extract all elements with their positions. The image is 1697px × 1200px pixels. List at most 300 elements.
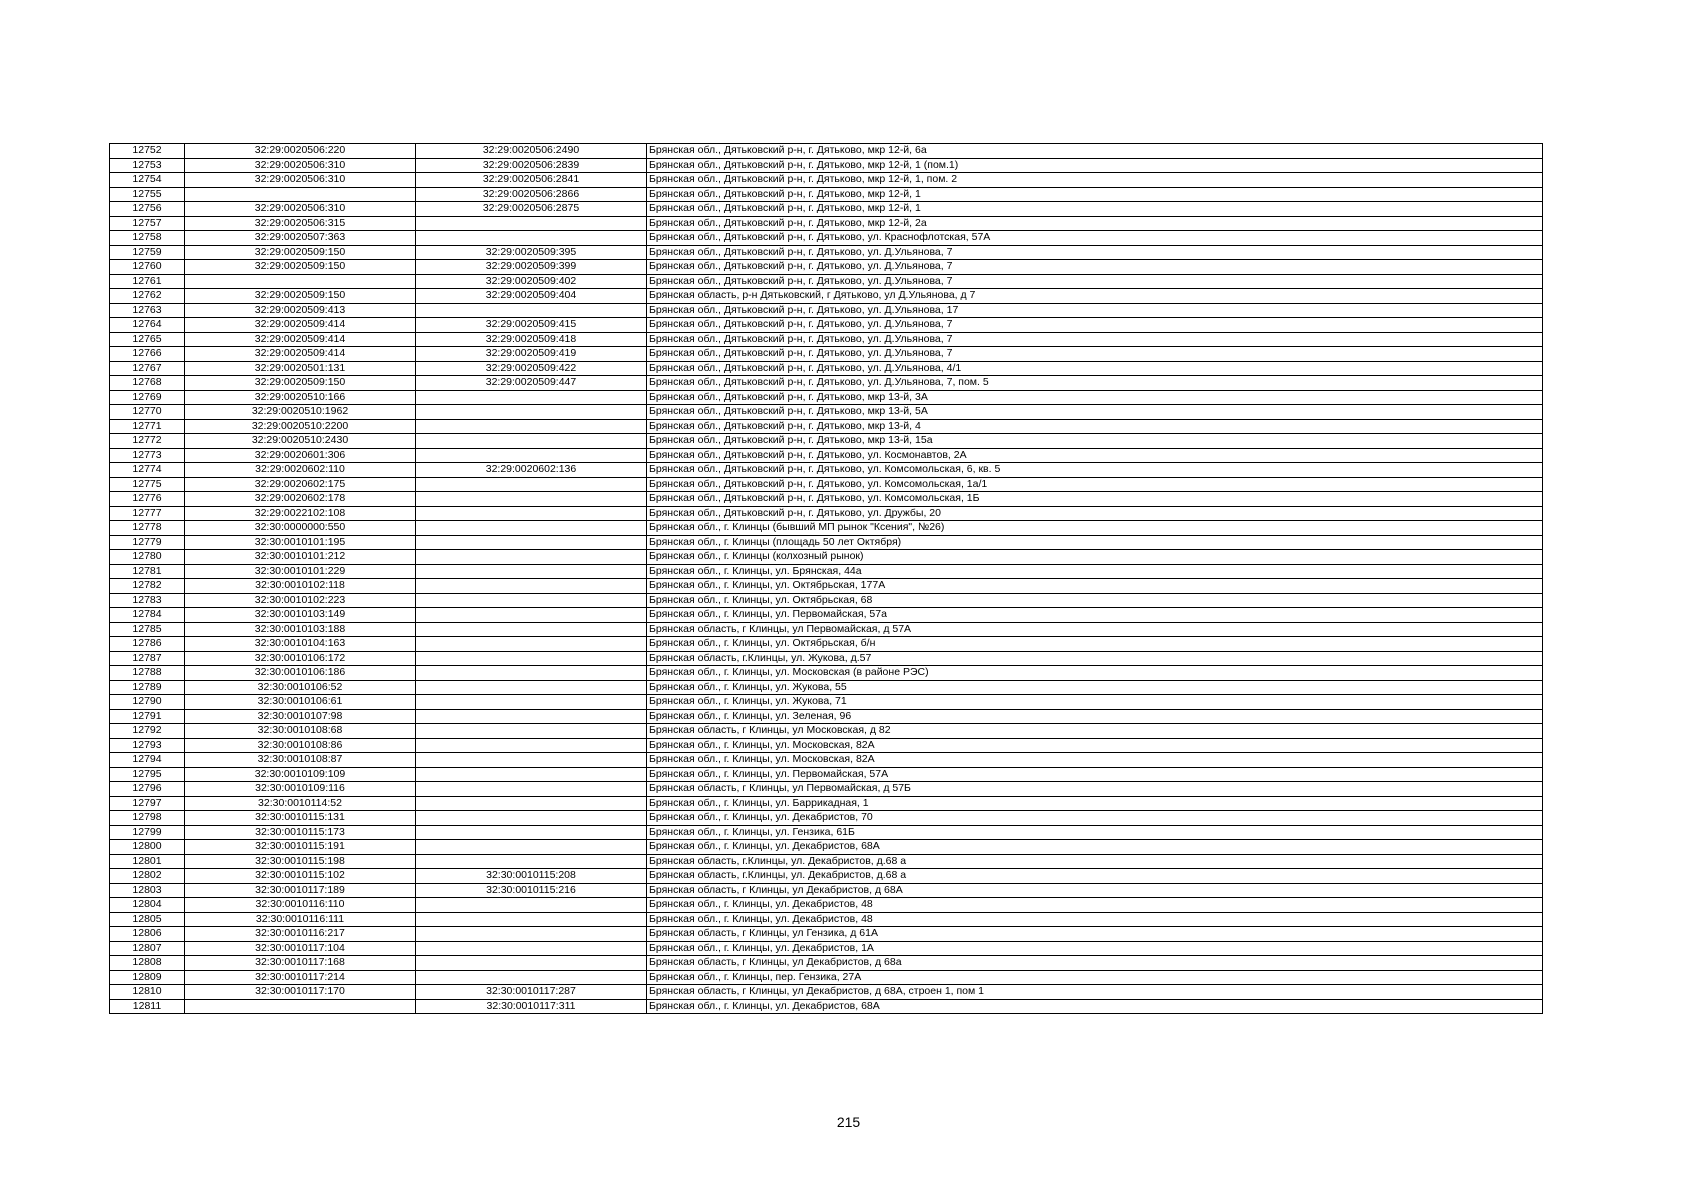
address-cell: Брянская обл., г. Клинцы, ул. Брянская, 44а xyxy=(647,564,1543,579)
row-number-cell: 12761 xyxy=(110,274,185,289)
object-cadastral-number-cell xyxy=(416,405,647,420)
object-cadastral-number-cell: 32:29:0020509:419 xyxy=(416,347,647,362)
row-number-cell: 12799 xyxy=(110,825,185,840)
table-row xyxy=(110,666,1543,681)
cadastral-number-cell: 32:30:0010115:102 xyxy=(185,869,416,884)
address-cell: Брянская область, г.Клинцы, ул. Декабристов, д.68 а xyxy=(647,869,1543,884)
object-cadastral-number-cell xyxy=(416,854,647,869)
row-number-cell: 12802 xyxy=(110,869,185,884)
row-number-cell: 12808 xyxy=(110,956,185,971)
row-number-cell: 12811 xyxy=(110,999,185,1014)
row-number-cell: 12809 xyxy=(110,970,185,985)
address-cell: Брянская обл., Дятьковский р-н, г. Дятьково, ул. Комсомольская, 6, кв. 5 xyxy=(647,463,1543,478)
cadastral-number-cell: 32:29:0020506:310 xyxy=(185,158,416,173)
cadastral-number-cell: 32:29:0020510:2430 xyxy=(185,434,416,449)
object-cadastral-number-cell xyxy=(416,390,647,405)
object-cadastral-number-cell xyxy=(416,927,647,942)
address-cell: Брянская обл., Дятьковский р-н, г. Дятьково, ул. Д.Ульянова, 17 xyxy=(647,303,1543,318)
table-row xyxy=(110,680,1543,695)
object-cadastral-number-cell: 32:29:0020509:395 xyxy=(416,245,647,260)
address-cell: Брянская область, г Клинцы, ул Декабристов, д 68А, строен 1, пом 1 xyxy=(647,985,1543,1000)
object-cadastral-number-cell xyxy=(416,231,647,246)
object-cadastral-number-cell: 32:29:0020506:2875 xyxy=(416,202,647,217)
object-cadastral-number-cell: 32:29:0020509:404 xyxy=(416,289,647,304)
address-cell: Брянская обл., Дятьковский р-н, г. Дятьково, мкр 12-й, 1, пом. 2 xyxy=(647,173,1543,188)
object-cadastral-number-cell xyxy=(416,956,647,971)
address-cell: Брянская область, г Клинцы, ул Первомайская, д 57А xyxy=(647,622,1543,637)
address-cell: Брянская обл., Дятьковский р-н, г. Дятьково, мкр 13-й, 5А xyxy=(647,405,1543,420)
row-number-cell: 12806 xyxy=(110,927,185,942)
row-number-cell: 12769 xyxy=(110,390,185,405)
cadastral-number-cell: 32:30:0010114:52 xyxy=(185,796,416,811)
address-cell: Брянская обл., Дятьковский р-н, г. Дятьково, ул. Космонавтов, 2А xyxy=(647,448,1543,463)
address-cell: Брянская обл., г. Клинцы (колхозный рынок) xyxy=(647,550,1543,565)
table-row xyxy=(110,361,1543,376)
object-cadastral-number-cell: 32:29:0020509:402 xyxy=(416,274,647,289)
table-row xyxy=(110,753,1543,768)
table-row xyxy=(110,550,1543,565)
table-row xyxy=(110,782,1543,797)
row-number-cell: 12780 xyxy=(110,550,185,565)
row-number-cell: 12788 xyxy=(110,666,185,681)
row-number-cell: 12785 xyxy=(110,622,185,637)
object-cadastral-number-cell xyxy=(416,709,647,724)
address-cell: Брянская обл., Дятьковский р-н, г. Дятьково, ул. Комсомольская, 1Б xyxy=(647,492,1543,507)
object-cadastral-number-cell: 32:29:0020509:415 xyxy=(416,318,647,333)
cadastral-number-cell: 32:30:0010103:149 xyxy=(185,608,416,623)
cadastral-number-cell: 32:29:0020510:166 xyxy=(185,390,416,405)
object-cadastral-number-cell xyxy=(416,970,647,985)
object-cadastral-number-cell xyxy=(416,753,647,768)
address-cell: Брянская область, г Клинцы, ул Московская, д 82 xyxy=(647,724,1543,739)
address-cell: Брянская обл., г. Клинцы, ул. Октябрьская, б/н xyxy=(647,637,1543,652)
page-number: 215 xyxy=(836,1114,861,1130)
table-row xyxy=(110,318,1543,333)
cadastral-number-cell: 32:30:0010117:104 xyxy=(185,941,416,956)
table-row xyxy=(110,419,1543,434)
row-number-cell: 12752 xyxy=(110,144,185,159)
table-row xyxy=(110,593,1543,608)
row-number-cell: 12798 xyxy=(110,811,185,826)
address-cell: Брянская обл., Дятьковский р-н, г. Дятьково, ул. Д.Ульянова, 7 xyxy=(647,245,1543,260)
object-cadastral-number-cell xyxy=(416,506,647,521)
address-cell: Брянская обл., г. Клинцы, ул. Московская, 82А xyxy=(647,738,1543,753)
table-row xyxy=(110,898,1543,913)
object-cadastral-number-cell xyxy=(416,796,647,811)
address-cell: Брянская обл., Дятьковский р-н, г. Дятьково, мкр 13-й, 15а xyxy=(647,434,1543,449)
table-row xyxy=(110,390,1543,405)
row-number-cell: 12771 xyxy=(110,419,185,434)
cadastral-number-cell: 32:29:0022102:108 xyxy=(185,506,416,521)
table-row xyxy=(110,941,1543,956)
object-cadastral-number-cell xyxy=(416,550,647,565)
object-cadastral-number-cell xyxy=(416,448,647,463)
row-number-cell: 12791 xyxy=(110,709,185,724)
row-number-cell: 12810 xyxy=(110,985,185,1000)
table-row xyxy=(110,579,1543,594)
object-cadastral-number-cell xyxy=(416,666,647,681)
object-cadastral-number-cell: 32:29:0020509:399 xyxy=(416,260,647,275)
table-row xyxy=(110,405,1543,420)
address-cell: Брянская область, г.Клинцы, ул. Декабристов, д.68 а xyxy=(647,854,1543,869)
address-cell: Брянская обл., г. Клинцы, ул. Декабристов, 48 xyxy=(647,898,1543,913)
object-cadastral-number-cell xyxy=(416,216,647,231)
cadastral-number-cell xyxy=(185,187,416,202)
cadastral-number-cell: 32:30:0010108:86 xyxy=(185,738,416,753)
row-number-cell: 12787 xyxy=(110,651,185,666)
table-row xyxy=(110,999,1543,1014)
table-row xyxy=(110,709,1543,724)
object-cadastral-number-cell: 32:29:0020509:418 xyxy=(416,332,647,347)
cadastral-number-cell: 32:29:0020509:150 xyxy=(185,260,416,275)
row-number-cell: 12765 xyxy=(110,332,185,347)
table-row xyxy=(110,521,1543,536)
address-cell: Брянская обл., г. Клинцы, ул. Декабристов, 48 xyxy=(647,912,1543,927)
address-cell: Брянская обл., г. Клинцы, пер. Гензика, 27А xyxy=(647,970,1543,985)
cadastral-number-cell: 32:30:0010117:170 xyxy=(185,985,416,1000)
address-cell: Брянская область, р-н Дятьковский, г Дятьково, ул Д.Ульянова, д 7 xyxy=(647,289,1543,304)
table-row xyxy=(110,854,1543,869)
table-row xyxy=(110,347,1543,362)
row-number-cell: 12784 xyxy=(110,608,185,623)
address-cell: Брянская обл., г. Клинцы, ул. Октябрьская, 68 xyxy=(647,593,1543,608)
table-row xyxy=(110,956,1543,971)
cadastral-number-cell: 32:30:0010103:188 xyxy=(185,622,416,637)
cadastral-number-cell: 32:29:0020509:414 xyxy=(185,318,416,333)
row-number-cell: 12767 xyxy=(110,361,185,376)
object-cadastral-number-cell: 32:29:0020506:2841 xyxy=(416,173,647,188)
object-cadastral-number-cell: 32:29:0020506:2490 xyxy=(416,144,647,159)
table-row xyxy=(110,332,1543,347)
address-cell: Брянская обл., г. Клинцы, ул. Первомайская, 57а xyxy=(647,608,1543,623)
cadastral-number-cell xyxy=(185,274,416,289)
object-cadastral-number-cell xyxy=(416,622,647,637)
table-row xyxy=(110,738,1543,753)
row-number-cell: 12777 xyxy=(110,506,185,521)
table-row xyxy=(110,535,1543,550)
object-cadastral-number-cell: 32:29:0020602:136 xyxy=(416,463,647,478)
address-cell: Брянская область, г.Клинцы, ул. Жукова, д.57 xyxy=(647,651,1543,666)
cadastral-number-cell: 32:29:0020510:2200 xyxy=(185,419,416,434)
table-row xyxy=(110,637,1543,652)
row-number-cell: 12804 xyxy=(110,898,185,913)
object-cadastral-number-cell xyxy=(416,564,647,579)
cadastral-number-cell: 32:30:0010115:173 xyxy=(185,825,416,840)
cadastral-number-cell: 32:30:0010102:223 xyxy=(185,593,416,608)
object-cadastral-number-cell xyxy=(416,898,647,913)
row-number-cell: 12782 xyxy=(110,579,185,594)
row-number-cell: 12757 xyxy=(110,216,185,231)
row-number-cell: 12803 xyxy=(110,883,185,898)
row-number-cell: 12774 xyxy=(110,463,185,478)
table-row xyxy=(110,202,1543,217)
address-cell: Брянская обл., Дятьковский р-н, г. Дятьково, ул. Дружбы, 20 xyxy=(647,506,1543,521)
address-cell: Брянская обл., Дятьковский р-н, г. Дятьково, ул. Д.Ульянова, 7 xyxy=(647,260,1543,275)
address-cell: Брянская обл., г. Клинцы, ул. Московская, 82А xyxy=(647,753,1543,768)
object-cadastral-number-cell xyxy=(416,724,647,739)
table-row xyxy=(110,970,1543,985)
row-number-cell: 12779 xyxy=(110,535,185,550)
address-cell: Брянская обл., г. Клинцы (площадь 50 лет Октября) xyxy=(647,535,1543,550)
table-row xyxy=(110,289,1543,304)
row-number-cell: 12768 xyxy=(110,376,185,391)
table-row xyxy=(110,869,1543,884)
row-number-cell: 12807 xyxy=(110,941,185,956)
cadastral-number-cell: 32:29:0020509:414 xyxy=(185,347,416,362)
table-row xyxy=(110,825,1543,840)
address-cell: Брянская обл., г. Клинцы, ул. Октябрьская, 177А xyxy=(647,579,1543,594)
cadastral-number-cell: 32:29:0020602:178 xyxy=(185,492,416,507)
object-cadastral-number-cell xyxy=(416,535,647,550)
table-row xyxy=(110,985,1543,1000)
row-number-cell: 12770 xyxy=(110,405,185,420)
address-cell: Брянская обл., г. Клинцы, ул. Декабристов, 68А xyxy=(647,999,1543,1014)
row-number-cell: 12781 xyxy=(110,564,185,579)
cadastral-number-cell: 32:30:0010109:109 xyxy=(185,767,416,782)
address-cell: Брянская область, г Клинцы, ул Первомайская, д 57Б xyxy=(647,782,1543,797)
table-row xyxy=(110,245,1543,260)
row-number-cell: 12792 xyxy=(110,724,185,739)
table-row xyxy=(110,927,1543,942)
table-row xyxy=(110,564,1543,579)
cadastral-number-cell: 32:29:0020506:310 xyxy=(185,173,416,188)
object-cadastral-number-cell xyxy=(416,419,647,434)
table-row xyxy=(110,434,1543,449)
row-number-cell: 12763 xyxy=(110,303,185,318)
address-cell: Брянская обл., Дятьковский р-н, г. Дятьково, мкр 12-й, 2а xyxy=(647,216,1543,231)
address-cell: Брянская обл., Дятьковский р-н, г. Дятьково, мкр 13-й, 4 xyxy=(647,419,1543,434)
row-number-cell: 12778 xyxy=(110,521,185,536)
table-row xyxy=(110,912,1543,927)
cadastral-number-cell: 32:29:0020501:131 xyxy=(185,361,416,376)
object-cadastral-number-cell xyxy=(416,434,647,449)
table-row xyxy=(110,187,1543,202)
table-row xyxy=(110,492,1543,507)
cadastral-number-cell: 32:30:0010117:168 xyxy=(185,956,416,971)
object-cadastral-number-cell xyxy=(416,695,647,710)
table-row xyxy=(110,303,1543,318)
table-row xyxy=(110,695,1543,710)
table-row xyxy=(110,767,1543,782)
address-cell: Брянская обл., г. Клинцы, ул. Баррикадная, 1 xyxy=(647,796,1543,811)
address-cell: Брянская обл., г. Клинцы, ул. Зеленая, 96 xyxy=(647,709,1543,724)
cadastral-number-cell: 32:30:0010106:52 xyxy=(185,680,416,695)
cadastral-number-cell: 32:30:0010104:163 xyxy=(185,637,416,652)
row-number-cell: 12783 xyxy=(110,593,185,608)
cadastral-number-cell: 32:29:0020506:315 xyxy=(185,216,416,231)
address-cell: Брянская обл., г. Клинцы, ул. Московская (в районе РЭС) xyxy=(647,666,1543,681)
address-cell: Брянская обл., г. Клинцы, ул. Жукова, 55 xyxy=(647,680,1543,695)
register-table-body xyxy=(110,144,1543,1014)
cadastral-number-cell: 32:30:0010101:195 xyxy=(185,535,416,550)
table-row xyxy=(110,158,1543,173)
row-number-cell: 12790 xyxy=(110,695,185,710)
object-cadastral-number-cell xyxy=(416,651,647,666)
cadastral-number-cell: 32:30:0010108:87 xyxy=(185,753,416,768)
table-row xyxy=(110,477,1543,492)
address-cell: Брянская область, г Клинцы, ул Декабристов, д 68а xyxy=(647,956,1543,971)
cadastral-number-cell: 32:29:0020506:310 xyxy=(185,202,416,217)
row-number-cell: 12796 xyxy=(110,782,185,797)
address-cell: Брянская обл., г. Клинцы, ул. Первомайская, 57А xyxy=(647,767,1543,782)
address-cell: Брянская обл., Дятьковский р-н, г. Дятьково, мкр 13-й, 3А xyxy=(647,390,1543,405)
cadastral-number-cell: 32:29:0020509:150 xyxy=(185,376,416,391)
row-number-cell: 12795 xyxy=(110,767,185,782)
cadastral-number-cell: 32:30:0010108:68 xyxy=(185,724,416,739)
object-cadastral-number-cell xyxy=(416,608,647,623)
row-number-cell: 12758 xyxy=(110,231,185,246)
register-table xyxy=(109,143,1543,1014)
row-number-cell: 12786 xyxy=(110,637,185,652)
cadastral-number-cell: 32:30:0000000:550 xyxy=(185,521,416,536)
address-cell: Брянская обл., г. Клинцы, ул. Декабристов, 70 xyxy=(647,811,1543,826)
table-row xyxy=(110,216,1543,231)
cadastral-number-cell: 32:29:0020509:414 xyxy=(185,332,416,347)
row-number-cell: 12754 xyxy=(110,173,185,188)
address-cell: Брянская обл., г. Клинцы, ул. Гензика, 61Б xyxy=(647,825,1543,840)
table-row xyxy=(110,274,1543,289)
table-row xyxy=(110,231,1543,246)
address-cell: Брянская обл., г. Клинцы (бывший МП рынок "Ксения", №26) xyxy=(647,521,1543,536)
object-cadastral-number-cell xyxy=(416,492,647,507)
cadastral-number-cell: 32:30:0010115:198 xyxy=(185,854,416,869)
address-cell: Брянская обл., г. Клинцы, ул. Жукова, 71 xyxy=(647,695,1543,710)
table-row xyxy=(110,260,1543,275)
row-number-cell: 12773 xyxy=(110,448,185,463)
address-cell: Брянская область, г Клинцы, ул Декабристов, д 68А xyxy=(647,883,1543,898)
address-cell: Брянская обл., Дятьковский р-н, г. Дятьково, мкр 12-й, 1 xyxy=(647,202,1543,217)
table-row xyxy=(110,448,1543,463)
table-row xyxy=(110,622,1543,637)
table-row xyxy=(110,840,1543,855)
object-cadastral-number-cell xyxy=(416,941,647,956)
table-row xyxy=(110,506,1543,521)
cadastral-number-cell: 32:30:0010106:172 xyxy=(185,651,416,666)
table-row xyxy=(110,883,1543,898)
object-cadastral-number-cell xyxy=(416,738,647,753)
row-number-cell: 12797 xyxy=(110,796,185,811)
row-number-cell: 12776 xyxy=(110,492,185,507)
table-row xyxy=(110,144,1543,159)
address-cell: Брянская область, г Клинцы, ул Гензика, д 61А xyxy=(647,927,1543,942)
address-cell: Брянская обл., Дятьковский р-н, г. Дятьково, ул. Д.Ульянова, 4/1 xyxy=(647,361,1543,376)
object-cadastral-number-cell xyxy=(416,680,647,695)
row-number-cell: 12755 xyxy=(110,187,185,202)
address-cell: Брянская обл., Дятьковский р-н, г. Дятьково, ул. Комсомольская, 1а/1 xyxy=(647,477,1543,492)
row-number-cell: 12772 xyxy=(110,434,185,449)
address-cell: Брянская обл., Дятьковский р-н, г. Дятьково, мкр 12-й, 6а xyxy=(647,144,1543,159)
object-cadastral-number-cell xyxy=(416,782,647,797)
table-row xyxy=(110,651,1543,666)
cadastral-number-cell: 32:30:0010106:186 xyxy=(185,666,416,681)
row-number-cell: 12805 xyxy=(110,912,185,927)
table-row xyxy=(110,811,1543,826)
cadastral-number-cell: 32:29:0020509:150 xyxy=(185,245,416,260)
table-row xyxy=(110,463,1543,478)
table-row xyxy=(110,376,1543,391)
address-cell: Брянская обл., г. Клинцы, ул. Декабристов, 68А xyxy=(647,840,1543,855)
address-cell: Брянская обл., Дятьковский р-н, г. Дятьково, ул. Д.Ульянова, 7 xyxy=(647,274,1543,289)
row-number-cell: 12753 xyxy=(110,158,185,173)
cadastral-number-cell: 32:30:0010116:111 xyxy=(185,912,416,927)
object-cadastral-number-cell xyxy=(416,825,647,840)
cadastral-number-cell: 32:30:0010106:61 xyxy=(185,695,416,710)
object-cadastral-number-cell xyxy=(416,521,647,536)
cadastral-number-cell: 32:29:0020510:1962 xyxy=(185,405,416,420)
object-cadastral-number-cell xyxy=(416,579,647,594)
object-cadastral-number-cell: 32:30:0010115:208 xyxy=(416,869,647,884)
address-cell: Брянская обл., Дятьковский р-н, г. Дятьково, ул. Д.Ульянова, 7 xyxy=(647,332,1543,347)
row-number-cell: 12775 xyxy=(110,477,185,492)
address-cell: Брянская обл., Дятьковский р-н, г. Дятьково, ул. Д.Ульянова, 7 xyxy=(647,318,1543,333)
address-cell: Брянская обл., Дятьковский р-н, г. Дятьково, ул. Краснофлотская, 57А xyxy=(647,231,1543,246)
cadastral-number-cell: 32:29:0020506:220 xyxy=(185,144,416,159)
cadastral-number-cell: 32:30:0010109:116 xyxy=(185,782,416,797)
row-number-cell: 12794 xyxy=(110,753,185,768)
cadastral-number-cell: 32:30:0010107:98 xyxy=(185,709,416,724)
row-number-cell: 12759 xyxy=(110,245,185,260)
row-number-cell: 12756 xyxy=(110,202,185,217)
cadastral-number-cell: 32:30:0010116:217 xyxy=(185,927,416,942)
cadastral-number-cell: 32:29:0020509:150 xyxy=(185,289,416,304)
cadastral-number-cell: 32:30:0010115:131 xyxy=(185,811,416,826)
cadastral-number-cell: 32:29:0020601:306 xyxy=(185,448,416,463)
cadastral-number-cell: 32:30:0010102:118 xyxy=(185,579,416,594)
row-number-cell: 12760 xyxy=(110,260,185,275)
cadastral-number-cell: 32:30:0010115:191 xyxy=(185,840,416,855)
row-number-cell: 12793 xyxy=(110,738,185,753)
object-cadastral-number-cell xyxy=(416,477,647,492)
object-cadastral-number-cell xyxy=(416,840,647,855)
cadastral-number-cell: 32:29:0020602:110 xyxy=(185,463,416,478)
row-number-cell: 12801 xyxy=(110,854,185,869)
object-cadastral-number-cell: 32:29:0020506:2839 xyxy=(416,158,647,173)
row-number-cell: 12766 xyxy=(110,347,185,362)
cadastral-number-cell: 32:30:0010101:229 xyxy=(185,564,416,579)
object-cadastral-number-cell xyxy=(416,637,647,652)
address-cell: Брянская обл., Дятьковский р-н, г. Дятьково, мкр 12-й, 1 (пом.1) xyxy=(647,158,1543,173)
object-cadastral-number-cell: 32:29:0020506:2866 xyxy=(416,187,647,202)
cadastral-number-cell: 32:29:0020507:363 xyxy=(185,231,416,246)
address-cell: Брянская обл., Дятьковский р-н, г. Дятьково, ул. Д.Ульянова, 7, пом. 5 xyxy=(647,376,1543,391)
object-cadastral-number-cell: 32:30:0010117:287 xyxy=(416,985,647,1000)
cadastral-number-cell: 32:29:0020602:175 xyxy=(185,477,416,492)
object-cadastral-number-cell xyxy=(416,811,647,826)
object-cadastral-number-cell: 32:29:0020509:422 xyxy=(416,361,647,376)
cadastral-number-cell: 32:30:0010117:189 xyxy=(185,883,416,898)
object-cadastral-number-cell: 32:30:0010117:311 xyxy=(416,999,647,1014)
cadastral-number-cell xyxy=(185,999,416,1014)
cadastral-number-cell: 32:30:0010116:110 xyxy=(185,898,416,913)
cadastral-number-cell: 32:30:0010101:212 xyxy=(185,550,416,565)
table-row xyxy=(110,608,1543,623)
table-row xyxy=(110,173,1543,188)
object-cadastral-number-cell xyxy=(416,912,647,927)
address-cell: Брянская обл., Дятьковский р-н, г. Дятьково, мкр 12-й, 1 xyxy=(647,187,1543,202)
object-cadastral-number-cell xyxy=(416,767,647,782)
object-cadastral-number-cell xyxy=(416,593,647,608)
cadastral-number-cell: 32:29:0020509:413 xyxy=(185,303,416,318)
row-number-cell: 12762 xyxy=(110,289,185,304)
table-row xyxy=(110,724,1543,739)
table-row xyxy=(110,796,1543,811)
address-cell: Брянская обл., г. Клинцы, ул. Декабристов, 1А xyxy=(647,941,1543,956)
object-cadastral-number-cell: 32:30:0010115:216 xyxy=(416,883,647,898)
row-number-cell: 12800 xyxy=(110,840,185,855)
object-cadastral-number-cell: 32:29:0020509:447 xyxy=(416,376,647,391)
object-cadastral-number-cell xyxy=(416,303,647,318)
row-number-cell: 12789 xyxy=(110,680,185,695)
